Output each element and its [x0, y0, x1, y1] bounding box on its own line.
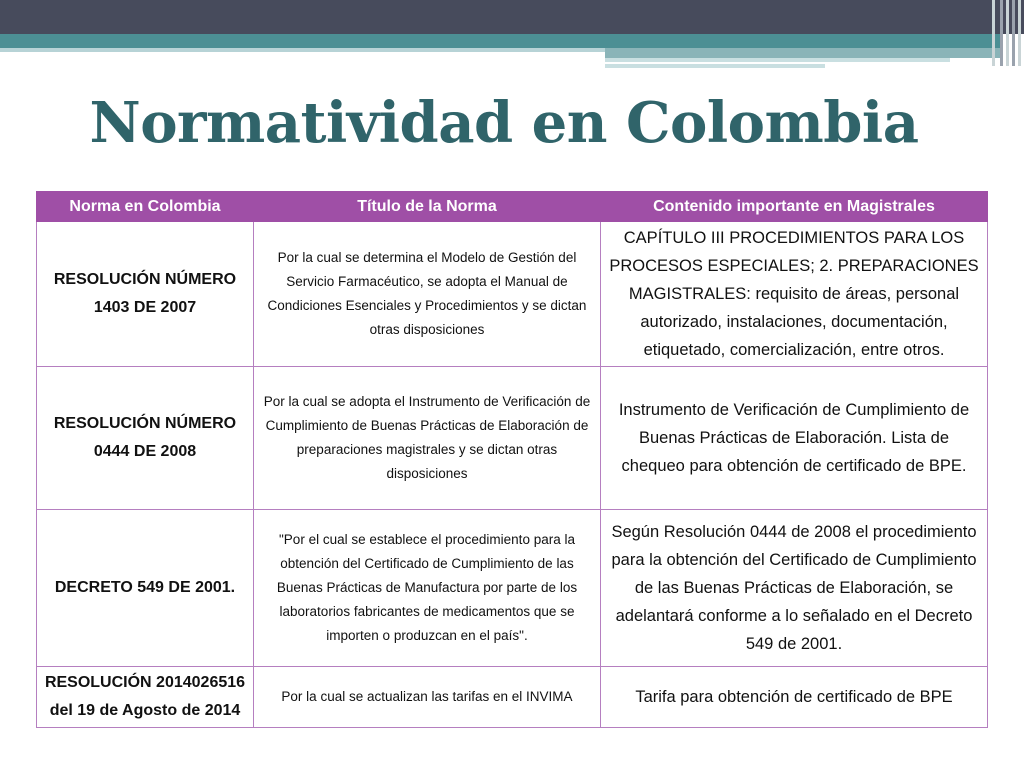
- top-bar-light: [605, 48, 1000, 58]
- header-contenido: Contenido importante en Magistrales: [601, 192, 988, 222]
- cell-norma: RESOLUCIÓN 2014026516 del 19 de Agosto de 2014: [37, 667, 254, 728]
- cell-contenido: Según Resolución 0444 de 2008 el procedimiento para la obtención del Certificado de Cumplimiento de las Buenas Prácticas de Elaboración, se adelantará conforme a lo señalado en el Decreto 549 de 2001.: [601, 510, 988, 667]
- cell-contenido: CAPÍTULO III PROCEDIMIENTOS PARA LOS PROCESOS ESPECIALES; 2. PREPARACIONES MAGISTRALES: requisito de áreas, personal autorizado, instalaciones, documentación, etiquetado, comercialización, entre otros.: [601, 222, 988, 367]
- table-row: [37, 667, 988, 728]
- table-row: [37, 222, 988, 367]
- top-bar-dark: [0, 0, 1024, 34]
- table-header-row: [37, 192, 988, 222]
- cell-titulo: Por la cual se determina el Modelo de Gestión del Servicio Farmacéutico, se adopta el Manual de Condiciones Esenciales y Procedimientos y se dictan otras disposiciones: [254, 222, 601, 367]
- top-bar-light: [605, 64, 825, 68]
- corner-stripe: [1018, 0, 1021, 66]
- cell-titulo: Por la cual se actualizan las tarifas en el INVIMA: [254, 667, 601, 728]
- cell-norma: DECRETO 549 DE 2001.: [37, 510, 254, 667]
- top-bar-light: [0, 48, 605, 52]
- corner-stripe: [1000, 0, 1003, 66]
- cell-titulo: Por la cual se adopta el Instrumento de Verificación de Cumplimiento de Buenas Prácticas de Elaboración de preparaciones magistrales y se dictan otras disposiciones: [254, 367, 601, 510]
- corner-stripe: [1012, 0, 1015, 66]
- corner-stripe: [1006, 0, 1009, 66]
- cell-contenido: Instrumento de Verificación de Cumplimiento de Buenas Prácticas de Elaboración. Lista de chequeo para obtención de certificado de BPE.: [601, 367, 988, 510]
- header-titulo: Título de la Norma: [254, 192, 601, 222]
- top-bar-light: [605, 58, 950, 62]
- slide-title: Normatividad en Colombia: [89, 90, 919, 156]
- cell-norma: RESOLUCIÓN NÚMERO 0444 DE 2008: [37, 367, 254, 510]
- top-bar-teal: [0, 34, 1000, 48]
- table-row: [37, 510, 988, 667]
- regulations-table: [36, 191, 988, 728]
- table-row: [37, 367, 988, 510]
- header-norma: Norma en Colombia: [37, 192, 254, 222]
- corner-stripe: [992, 0, 995, 66]
- cell-norma: RESOLUCIÓN NÚMERO 1403 DE 2007: [37, 222, 254, 367]
- cell-contenido: Tarifa para obtención de certificado de BPE: [601, 667, 988, 728]
- cell-titulo: "Por el cual se establece el procedimiento para la obtención del Certificado de Cumplimiento de las Buenas Prácticas de Manufactura por parte de los laboratorios fabricantes de medicamentos que se importen o produzcan en el país".: [254, 510, 601, 667]
